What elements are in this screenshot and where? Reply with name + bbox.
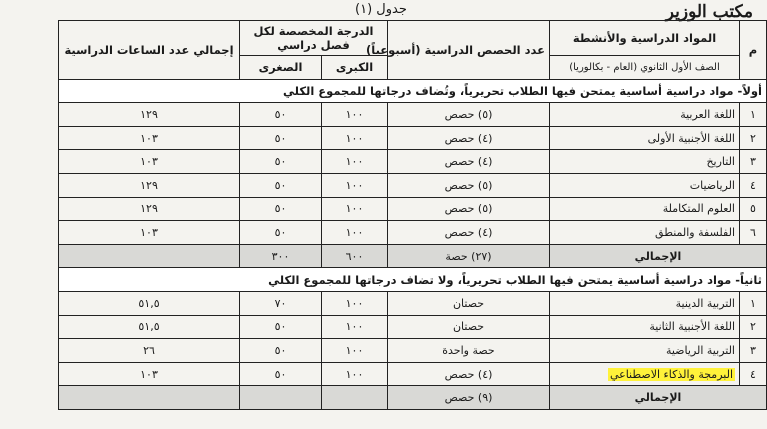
total-hours: ١٢٩ [59, 173, 240, 197]
min-score: ٥٠ [240, 150, 322, 174]
min-score: ٥٠ [240, 362, 322, 386]
table-row [59, 291, 767, 315]
section-header-row [59, 268, 767, 292]
table-title: جدول (١) [355, 2, 407, 17]
max-score: ١٠٠ [322, 291, 388, 315]
subject-name: التاريخ [550, 150, 740, 174]
min-score: ٥٠ [240, 221, 322, 245]
total-hours [59, 386, 240, 410]
total-hours: ١٢٩ [59, 103, 240, 127]
col-header-grade: الصف الأول الثانوي (العام - بكالوريا) [550, 56, 740, 80]
min-score: ٥٠ [240, 315, 322, 339]
max-score: ١٠٠ [322, 126, 388, 150]
max-score: ١٠٠ [322, 221, 388, 245]
table-row [59, 362, 767, 386]
subject-name [550, 362, 740, 386]
total-row [59, 386, 767, 410]
weekly-sessions: (٥) حصص [388, 173, 550, 197]
total-hours: ١٢٩ [59, 197, 240, 221]
total-hours [59, 244, 240, 268]
col-header-score-group: الدرجة المخصصة لكل فصل دراسي [240, 21, 388, 56]
table-row [59, 173, 767, 197]
total-row [59, 244, 767, 268]
row-index: ٤ [740, 362, 767, 386]
max-score: ١٠٠ [322, 315, 388, 339]
weekly-sessions: (٤) حصص [388, 362, 550, 386]
row-index: ٥ [740, 197, 767, 221]
min-score: ٥٠ [240, 103, 322, 127]
total-hours: ٥١,٥ [59, 291, 240, 315]
table-row [59, 150, 767, 174]
row-index: ٢ [740, 315, 767, 339]
row-index: ٢ [740, 126, 767, 150]
weekly-sessions: (٤) حصص [388, 150, 550, 174]
table-row [59, 103, 767, 127]
weekly-sessions: حصة واحدة [388, 339, 550, 363]
max-score: ١٠٠ [322, 362, 388, 386]
row-index: ٣ [740, 339, 767, 363]
total-hours: ١٠٣ [59, 221, 240, 245]
office-title: مكتب الوزير [665, 2, 753, 22]
curriculum-table [58, 20, 767, 410]
total-sessions: (٩) حصص [388, 386, 550, 410]
total-hours: ٥١,٥ [59, 315, 240, 339]
min-score: ٥٠ [240, 173, 322, 197]
col-header-sessions: عدد الحصص الدراسية (أسبوعياً) [388, 21, 550, 80]
min-score: ٥٠ [240, 339, 322, 363]
row-index: ٤ [740, 173, 767, 197]
max-score: ١٠٠ [322, 339, 388, 363]
subject-name: اللغة الأجنبية الأولى [550, 126, 740, 150]
total-hours: ٢٦ [59, 339, 240, 363]
table-row [59, 197, 767, 221]
max-score: ١٠٠ [322, 197, 388, 221]
total-hours: ١٠٣ [59, 362, 240, 386]
table-row [59, 126, 767, 150]
min-score: ٥٠ [240, 126, 322, 150]
total-sessions: (٢٧) حصة [388, 244, 550, 268]
weekly-sessions: (٥) حصص [388, 197, 550, 221]
weekly-sessions: (٤) حصص [388, 221, 550, 245]
col-header-subjects: المواد الدراسية والأنشطة [550, 21, 740, 56]
max-score: ١٠٠ [322, 103, 388, 127]
total-hours: ١٠٣ [59, 150, 240, 174]
row-index: ٦ [740, 221, 767, 245]
subject-name: التربية الدينية [550, 291, 740, 315]
table-row [59, 339, 767, 363]
total-max: ٦٠٠ [322, 244, 388, 268]
subject-name: الفلسفة والمنطق [550, 221, 740, 245]
weekly-sessions: (٤) حصص [388, 126, 550, 150]
weekly-sessions: (٥) حصص [388, 103, 550, 127]
total-min: ٣٠٠ [240, 244, 322, 268]
subject-name: اللغة الأجنبية الثانية [550, 315, 740, 339]
total-label: الإجمالي [550, 244, 767, 268]
total-hours: ١٠٣ [59, 126, 240, 150]
min-score: ٧٠ [240, 291, 322, 315]
row-index: ١ [740, 103, 767, 127]
total-min [240, 386, 322, 410]
col-header-total-hours: إجمالي عدد الساعات الدراسية [59, 21, 240, 80]
total-label: الإجمالي [550, 386, 767, 410]
subject-name: اللغة العربية [550, 103, 740, 127]
max-score: ١٠٠ [322, 150, 388, 174]
col-header-min: الصغرى [240, 56, 322, 80]
row-index: ٣ [740, 150, 767, 174]
section-title: ثانياً- مواد دراسية أساسية يمتحن فيها الطلاب تحريرياً، ولا تضاف درجاتها للمجموع الكلي [59, 268, 767, 292]
total-max [322, 386, 388, 410]
section-header-row [59, 79, 767, 103]
weekly-sessions: حصتان [388, 291, 550, 315]
col-header-max: الكبرى [322, 56, 388, 80]
table-row [59, 315, 767, 339]
highlighted-subject: البرمجة والذكاء الاصطناعي [609, 367, 733, 381]
col-header-index: م [740, 21, 767, 80]
subject-name: العلوم المتكاملة [550, 197, 740, 221]
subject-name: التربية الرياضية [550, 339, 740, 363]
subject-name: الرياضيات [550, 173, 740, 197]
weekly-sessions: حصتان [388, 315, 550, 339]
table-row [59, 221, 767, 245]
row-index: ١ [740, 291, 767, 315]
section-title: أولاً- مواد دراسية أساسية يمتحن فيها الطلاب تحريرياً، وتُضاف درجاتها للمجموع الكلي [59, 79, 767, 103]
min-score: ٥٠ [240, 197, 322, 221]
max-score: ١٠٠ [322, 173, 388, 197]
